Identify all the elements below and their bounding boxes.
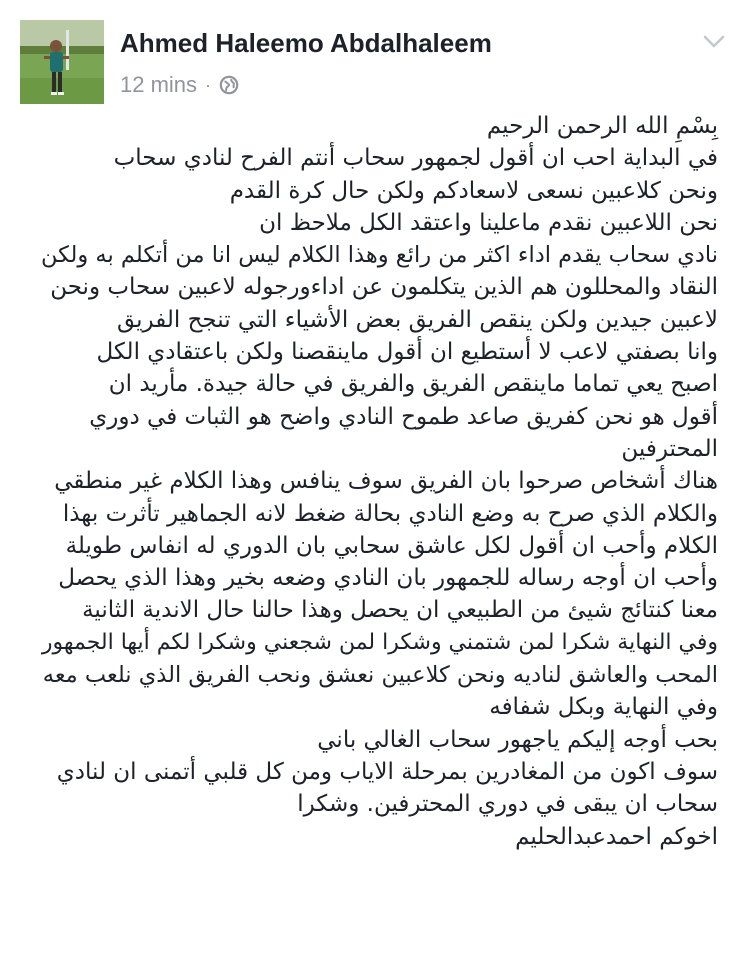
post-text-line: بِسْمِ الله الرحمن الرحيم [486,113,718,139]
post-text-line: النقاد والمحللون هم الذين يتكلمون عن اداءورجوله لاعبين سحاب ونحن [50,274,718,301]
post-text-line: وانا بصفتي لاعب لا أستطيع ان أقول ماينقصنا ولكن باعتقادي الكل [96,339,718,366]
post-text [30,110,718,853]
avatar-photo [20,20,104,104]
post-text-line: سحاب ان يبقى في دوري المحترفين. وشكرا [297,791,718,818]
post-text-line: ونحن كلاعبين نسعى لاسعادكم ولكن حال كرة القدم [229,177,718,204]
meta-separator: · [205,74,212,95]
globe-icon[interactable] [219,75,239,95]
post-text-line: المحب والعاشق لناديه ونحن كلاعبين نعشق ونحب الفريق الذي نلعب معه [42,662,718,689]
post-text-line: والكلام الذي صرح به وضع النادي بحالة ضغط لانه الجماهير تأثرت بهذا [62,500,718,527]
post-text-line: اصبح يعي تماما ماينقص الفريق والفريق في حالة جيدة. مأريد ان [108,371,718,398]
post-text-line: نادي سحاب يقدم اداء اكثر من رائع وهذا الكلام ليس انا من أتكلم به ولكن [41,242,718,269]
post-text-line: لاعبين جيدين ولكن ينقص الفريق بعض الأشياء التي تنجح الفريق [116,306,718,333]
post-text-line: سوف اكون من المغادرين بمرحلة الاياب ومن كل قلبي أتمنى ان لنادي [56,758,718,785]
post-timestamp[interactable]: 12 mins [120,72,198,97]
post-text-line: الكلام وأحب ان أقول لكل عاشق سحابي بان الدوري له انفاس طويلة [65,532,718,559]
post-text-line: وفي النهاية شكرا لمن شتمني وشكرا لمن شجعني وشكرا لكم أيها الجمهور [41,629,718,655]
author-name[interactable]: Ahmed Haleemo Abdalhaleem [120,28,492,58]
post-text-line: هناك أشخاص صرحوا بان الفريق سوف ينافس وهذا الكلام غير منطقي [54,468,718,495]
post-text-line: وأحب ان أوجه رساله للجمهور بان النادي وضعه بخير وهذا الذي يحصل [58,565,718,592]
avatar[interactable] [20,20,104,104]
post-text-line: معنا كنتائج شيئ من الطبيعي ان يحصل وهذا حالنا حال الاندية الثانية [82,597,718,624]
post-text-line: أقول هو نحن كفريق صاعد طموح النادي واضح هو الثبات في دوري [89,403,718,430]
post-text-line: المحترفين [621,435,718,462]
post-text-line: وفي النهاية وبكل شفافه [489,694,718,721]
post-text-line: بحب أوجه إليكم ياجهور سحاب الغالي باني [317,726,718,753]
chevron-down-icon[interactable] [702,34,726,50]
post-text-line: في البداية احب ان أقول لجمهور سحاب أنتم الفرح لنادي سحاب [113,145,718,172]
post-text-line: اخوكم احمدعبدالحليم [515,823,718,850]
post-meta [120,72,239,98]
post-text-line: نحن اللاعبين نقدم ماعلينا واعتقد الكل ملاحظ ان [259,209,718,236]
